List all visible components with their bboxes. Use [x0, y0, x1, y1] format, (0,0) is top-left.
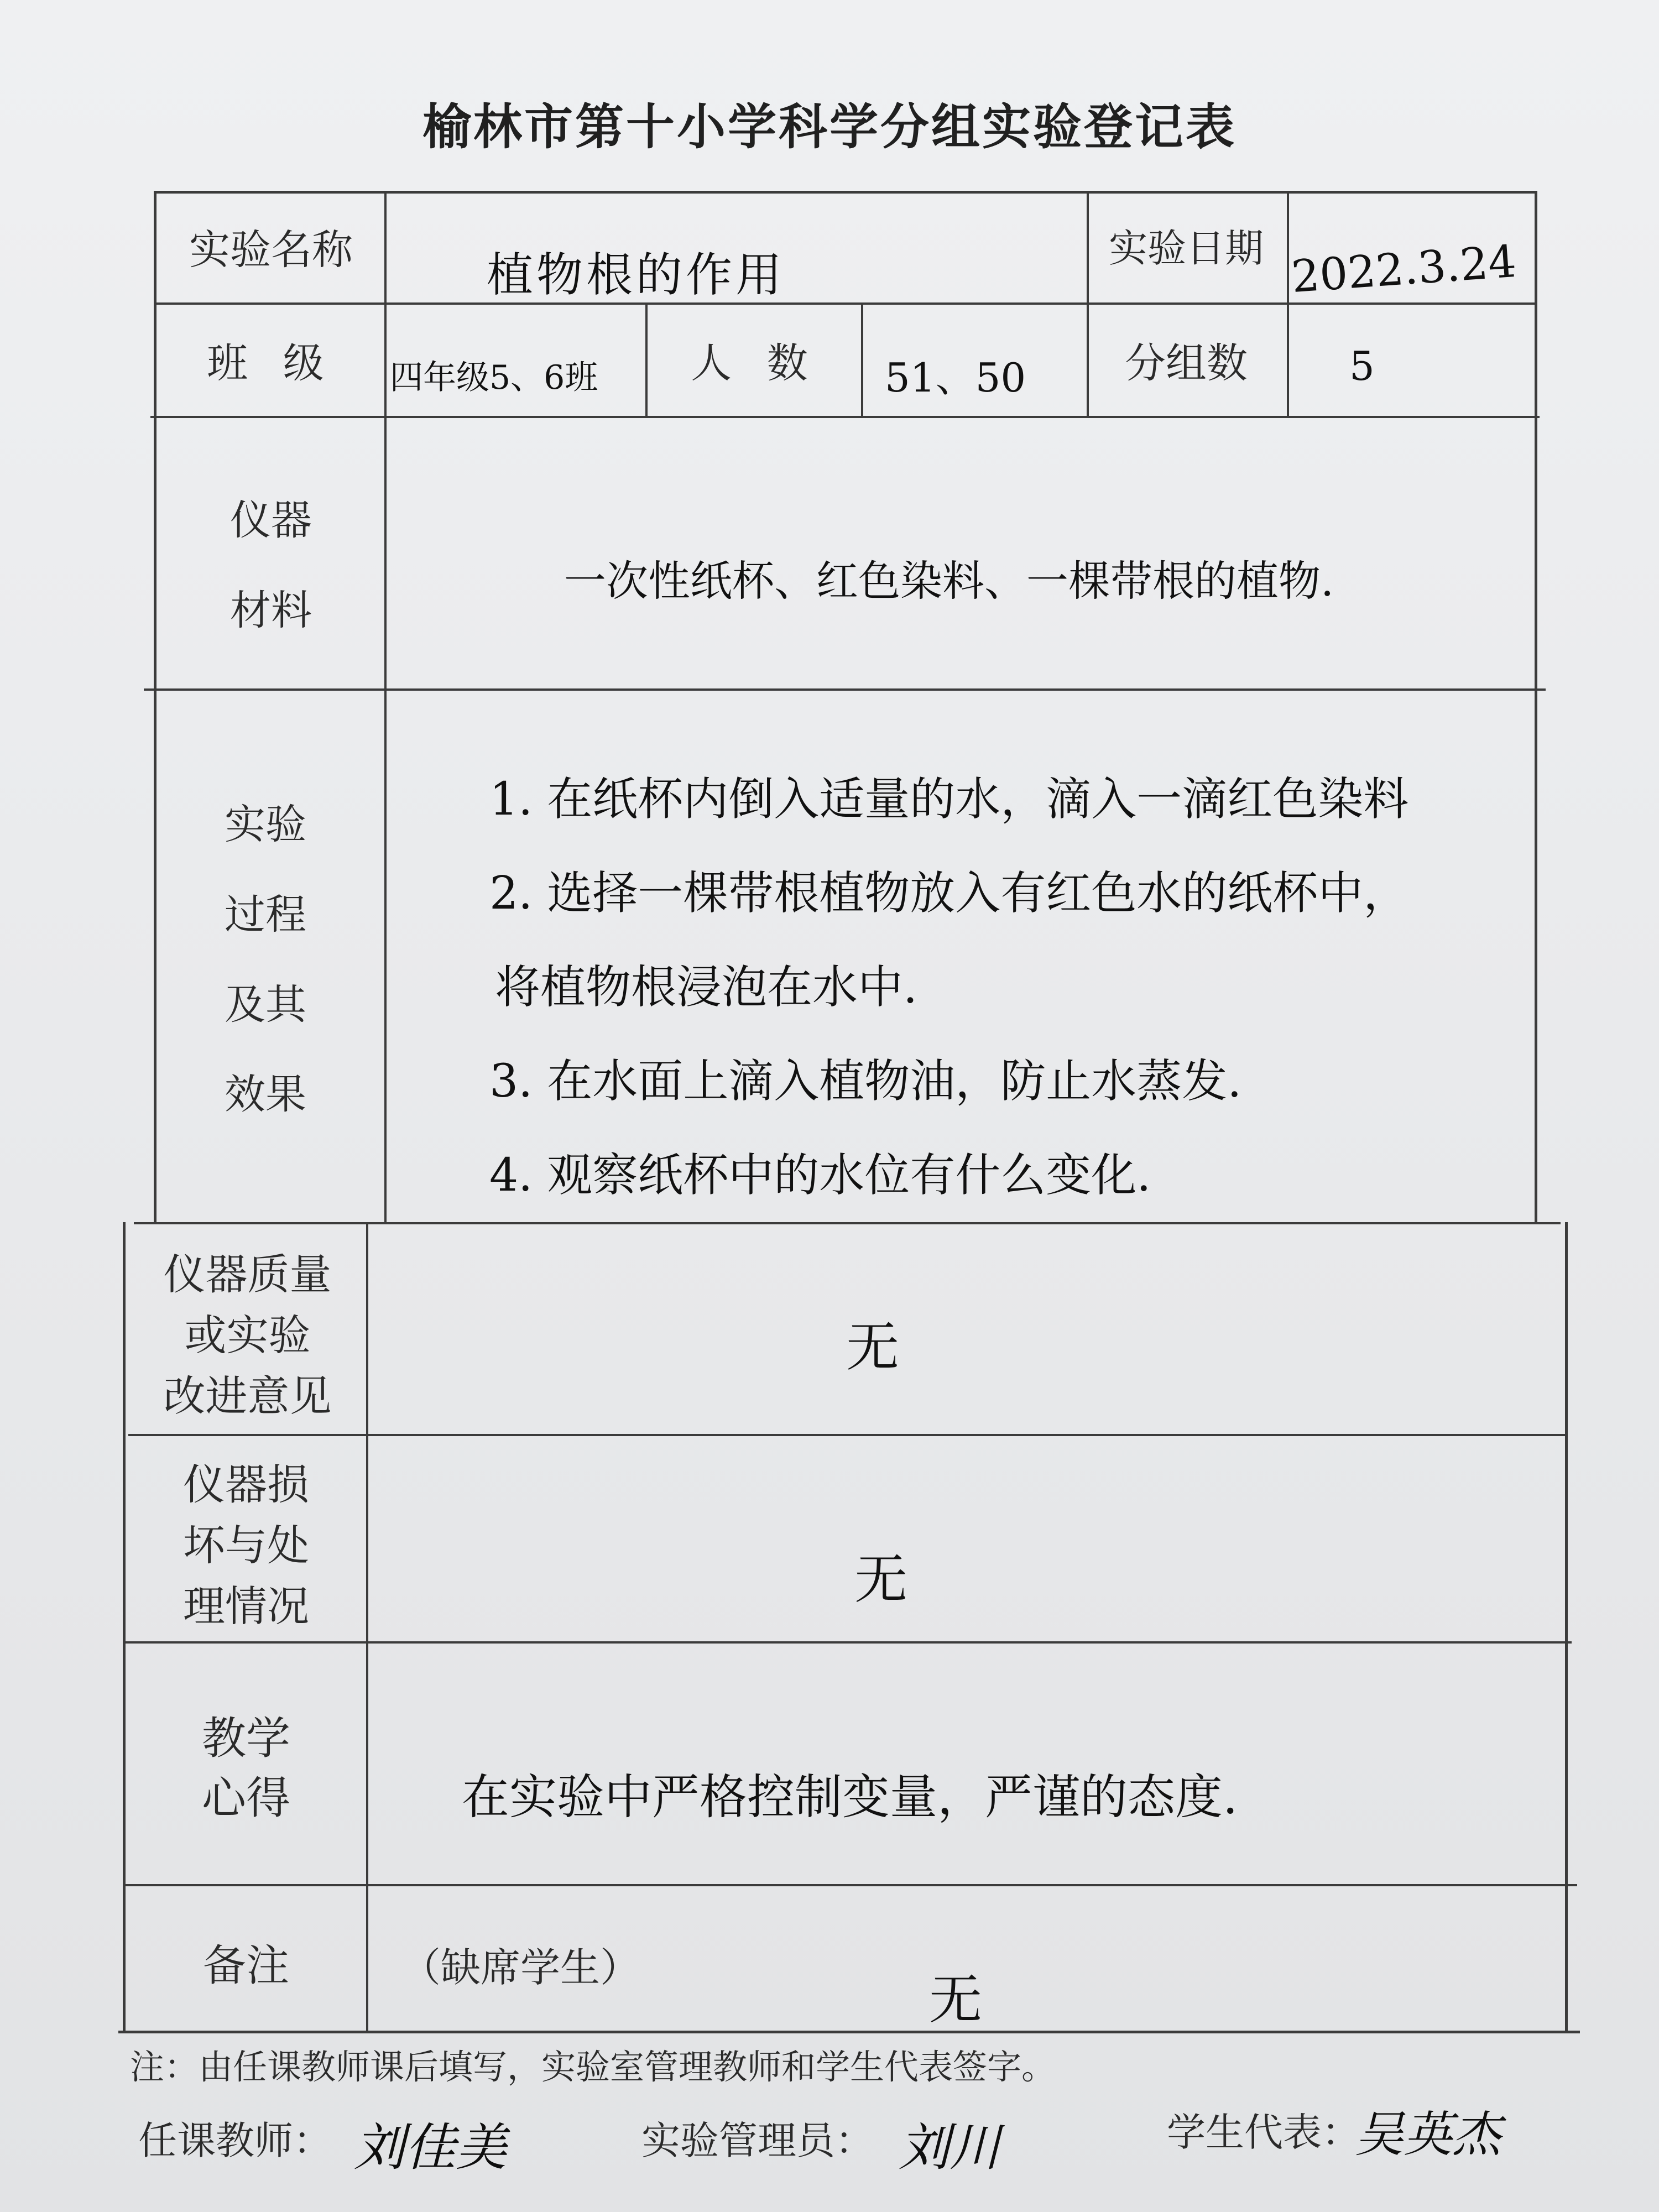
reflection-label: [130, 1709, 362, 1828]
reflection-value: 在实验中严格控制变量，严谨的态度.: [462, 1770, 1238, 1825]
quality-label-line: 或实验: [184, 1311, 311, 1360]
label-column-divider-lower: [366, 1222, 368, 2032]
date-label-divider-left: [1087, 191, 1089, 418]
row-divider-2: [150, 416, 1540, 418]
table-border-right: [1535, 191, 1537, 1222]
groups-label: 分组数: [1125, 340, 1248, 387]
experiment-date-label: 实验日期: [1109, 226, 1264, 271]
process-step: 3. 在水面上滴入植物油，防止水蒸发.: [489, 1055, 1242, 1108]
student-signature: 吴英杰: [1355, 2106, 1501, 2163]
process-step: 将植物根浸泡在水中.: [495, 961, 918, 1014]
groups-value: 5: [1349, 343, 1375, 389]
row-divider-5: [128, 1434, 1568, 1436]
damage-label-line: 仪器损: [183, 1460, 309, 1509]
quality-label-line: 改进意见: [163, 1371, 332, 1421]
process-label: [155, 780, 376, 1140]
class-value: 四年级5、6班: [390, 358, 598, 397]
table-border-bottom: [118, 2031, 1580, 2033]
row-divider-4: [134, 1222, 1561, 1224]
process-step: 2. 选择一棵带根植物放入有红色水的纸杯中，: [489, 867, 1409, 920]
remarks-label: 备注: [202, 1941, 289, 1991]
people-value: 51、50: [885, 354, 1026, 401]
materials-label-line1: 仪器: [230, 497, 312, 544]
row-divider-7: [123, 1884, 1577, 1886]
experiment-name-value: 植物根的作用: [487, 248, 786, 302]
admin-signature-label: 实验管理员：: [641, 2118, 874, 2163]
process-label-line: 效果: [225, 1071, 306, 1119]
remarks-value: 无: [929, 1969, 982, 2031]
row-divider-1: [154, 302, 1536, 305]
materials-label: [166, 476, 376, 656]
reflection-label-line: 心得: [202, 1772, 290, 1824]
process-step: 4. 观察纸杯中的水位有什么变化.: [489, 1149, 1151, 1202]
footer-note: 注：由任课教师课后填写，实验室管理教师和学生代表签字。: [130, 2047, 1056, 2087]
student-signature-label: 学生代表：: [1167, 2110, 1360, 2155]
table-border-right-lower: [1565, 1222, 1568, 2032]
class-label: 班 级: [207, 340, 335, 387]
people-label-divider-left: [645, 304, 648, 417]
remarks-printed-text: （缺席学生）: [401, 1944, 640, 1991]
process-label-line: 过程: [225, 890, 306, 938]
admin-signature: 刘川: [899, 2118, 1001, 2177]
experiment-date-value: 2022.3.24: [1290, 235, 1518, 303]
row-divider-6: [124, 1641, 1572, 1644]
row-divider-3: [144, 688, 1546, 691]
date-value-divider: [1287, 191, 1289, 418]
people-label: 人 数: [691, 340, 819, 387]
reflection-label-line: 教学: [202, 1713, 290, 1764]
process-step: 1. 在纸杯内倒入适量的水，滴入一滴红色染料: [489, 773, 1409, 826]
damage-value: 无: [854, 1548, 907, 1610]
damage-label-line: 坏与处: [183, 1521, 309, 1571]
materials-value: 一次性纸杯、红色染料、一棵带根的植物.: [564, 556, 1334, 606]
people-value-divider-left: [861, 304, 863, 417]
table-border-top: [156, 191, 1535, 194]
damage-label: [130, 1454, 362, 1637]
teacher-signature-label: 任课教师：: [138, 2118, 332, 2163]
teacher-signature: 刘佳美: [354, 2118, 507, 2177]
damage-label-line: 理情况: [183, 1582, 309, 1631]
quality-label: [133, 1244, 362, 1427]
process-label-line: 及其: [225, 980, 306, 1029]
quality-label-line: 仪器质量: [163, 1250, 332, 1299]
materials-label-line2: 材料: [230, 586, 312, 634]
quality-value: 无: [846, 1316, 899, 1378]
page-title: 榆林市第十小学科学分组实验登记表: [422, 98, 1237, 155]
table-border-left-lower: [123, 1222, 126, 2032]
experiment-name-label: 实验名称: [189, 226, 353, 274]
process-label-line: 实验: [225, 801, 306, 848]
label-column-divider: [384, 191, 387, 1222]
